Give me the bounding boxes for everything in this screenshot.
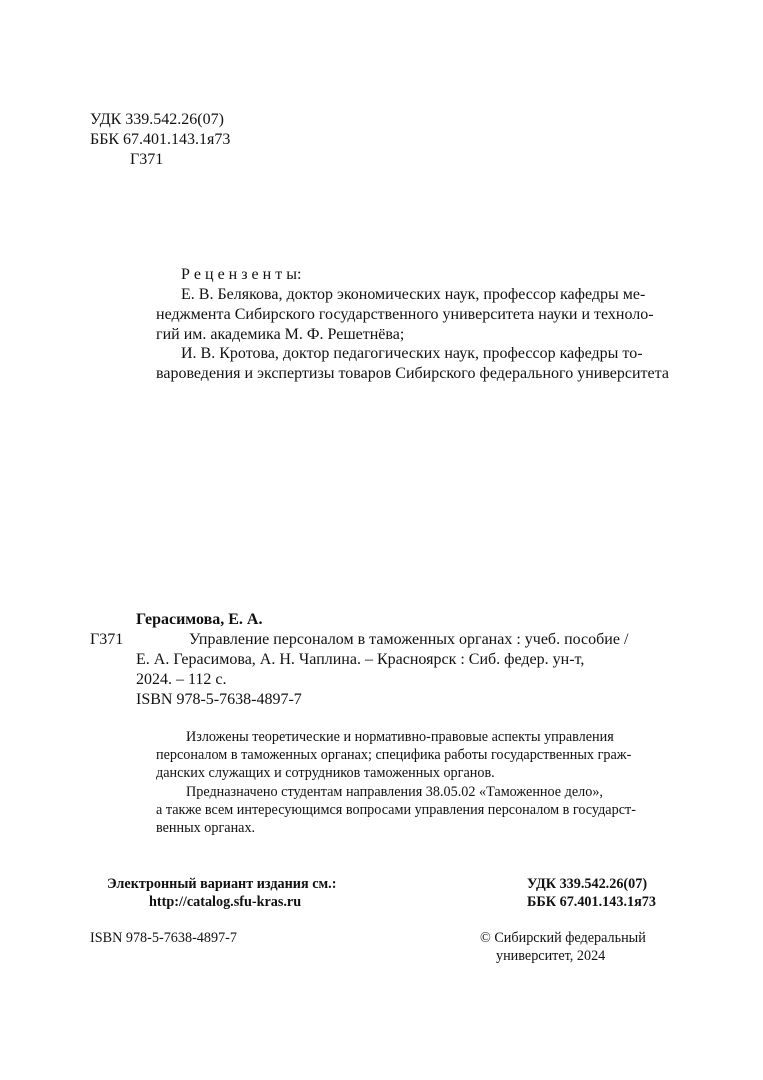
bibliographic-mark: Г371 bbox=[90, 631, 124, 648]
bibliographic-line: Е. А. Герасимова, А. Н. Чаплина. – Красноярск : Сиб. федер. ун-т, bbox=[136, 651, 585, 668]
reviewer-line: вароведения и экспертизы товаров Сибирского федерального университета bbox=[156, 365, 669, 382]
footer-bbk-code: ББК 67.401.143.1я73 bbox=[527, 894, 656, 910]
annotation-line: Предназначено студентам направления 38.05.02 «Таможенное дело», bbox=[186, 784, 603, 800]
annotation-line: венных органах. bbox=[156, 820, 256, 836]
reviewer-line: И. В. Кротова, доктор педагогических наук, профессор кафедры то- bbox=[181, 345, 643, 362]
annotation-line: данских служащих и сотрудников таможенных органов. bbox=[156, 765, 495, 781]
bibliographic-line: 2024. – 112 с. bbox=[136, 671, 227, 688]
bibliographic-line: Управление персоналом в таможенных органах : учеб. пособие / bbox=[189, 631, 629, 648]
reviewer-line: неджмента Сибирского государственного университета науки и техноло- bbox=[156, 306, 654, 323]
book-author: Герасимова, Е. А. bbox=[136, 611, 263, 628]
copyright-line: университет, 2024 bbox=[496, 948, 606, 964]
bbk-code: ББК 67.401.143.1я73 bbox=[90, 131, 231, 148]
copyright-line: © Сибирский федеральный bbox=[480, 930, 646, 946]
electronic-version-label: Электронный вариант издания см.: bbox=[107, 876, 337, 892]
reviewer-line: Е. В. Белякова, доктор экономических наук, профессор кафедры ме- bbox=[181, 286, 646, 303]
annotation-line: персоналом в таможенных органах; специфика работы государственных граж- bbox=[156, 747, 632, 763]
udk-code: УДК 339.542.26(07) bbox=[90, 111, 224, 128]
reviewers-heading: Р е ц е н з е н т ы: bbox=[181, 266, 302, 283]
reviewer-line: гий им. академика М. Ф. Решетнёва; bbox=[156, 326, 405, 343]
footer-udk-code: УДК 339.542.26(07) bbox=[527, 876, 648, 892]
annotation-line: а также всем интересующимся вопросами управления персоналом в государст- bbox=[156, 802, 636, 818]
footer-isbn: ISBN 978-5-7638-4897-7 bbox=[90, 930, 237, 946]
author-mark: Г371 bbox=[130, 151, 164, 168]
book-isbn: ISBN 978-5-7638-4897-7 bbox=[136, 691, 302, 708]
annotation-line: Изложены теоретические и нормативно-правовые аспекты управления bbox=[186, 729, 614, 745]
electronic-version-url[interactable]: http://catalog.sfu-kras.ru bbox=[149, 894, 302, 910]
